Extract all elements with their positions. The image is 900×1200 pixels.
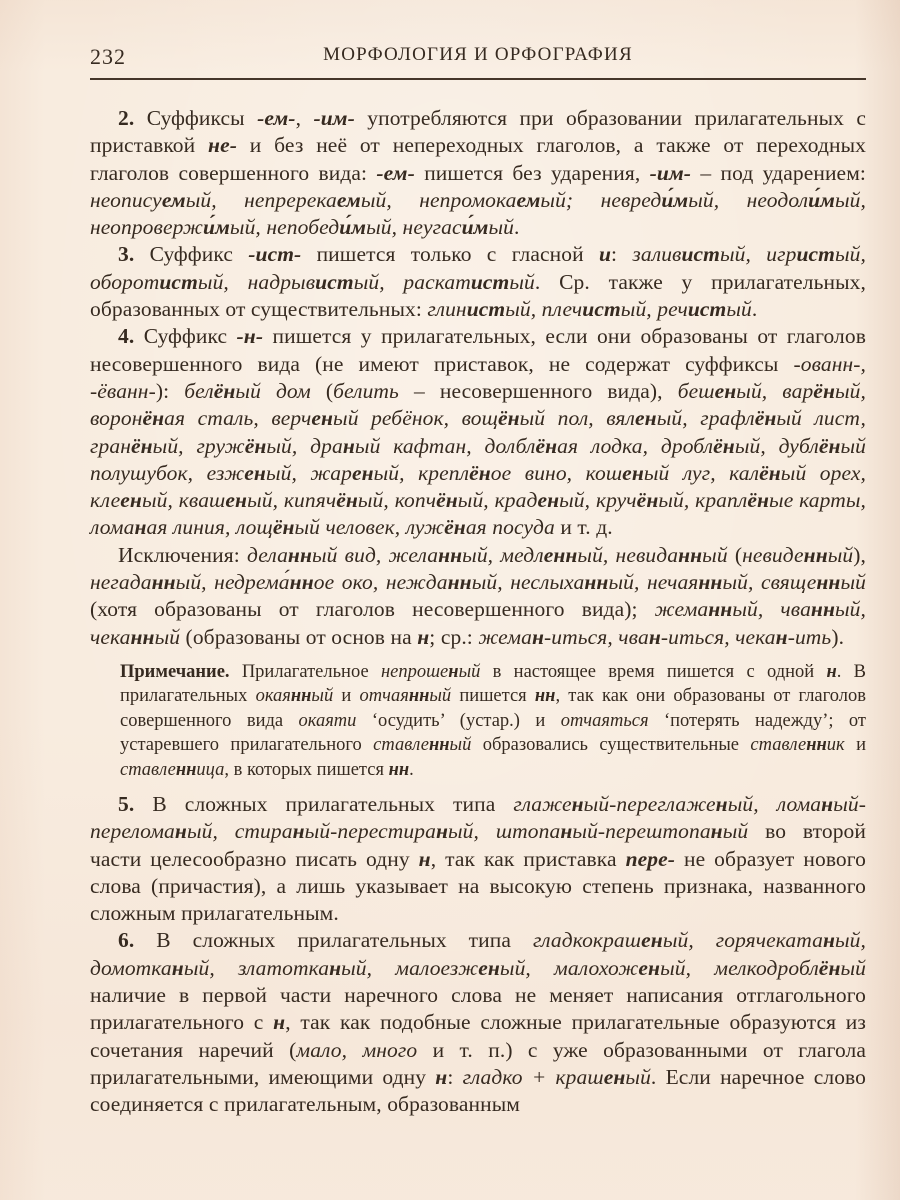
- text-run: .: [514, 215, 520, 240]
- text-run: ый, жар: [265, 460, 352, 485]
- text-run: Суффикс: [134, 324, 237, 349]
- text-run: н: [435, 819, 448, 844]
- page-title: МОРФОЛОГИЯ И ОРФОГРАФИЯ: [323, 44, 633, 65]
- text-run: ист: [687, 297, 727, 322]
- text-run: ён: [497, 406, 520, 431]
- text-run: ый, штопа: [448, 819, 561, 844]
- text-run: Исключения:: [118, 542, 247, 567]
- text-run: ый вид, жела: [312, 542, 439, 567]
- text-run: нн: [806, 735, 827, 756]
- text-run: ый-переглаже: [583, 791, 716, 816]
- text-run: нн: [151, 570, 176, 595]
- text-run: В сложных прилагательных типа: [134, 928, 533, 953]
- text-run: белить: [333, 378, 399, 403]
- text-run: ый, крапл: [658, 488, 748, 513]
- text-run: нн: [438, 542, 463, 567]
- text-run: ый, непререка: [185, 187, 337, 212]
- text-run: ый: [702, 542, 728, 567]
- text-run: ый полушубок, езж: [90, 433, 867, 485]
- text-run: . Ср. также у прилагательных, образованных от существительных:: [90, 269, 867, 322]
- text-run: дела: [246, 542, 288, 567]
- text-run: ен: [714, 378, 737, 403]
- text-run: нн: [447, 570, 472, 595]
- text-run: ):: [155, 378, 185, 403]
- text-run: и: [598, 242, 612, 267]
- text-run: -ем-: [376, 160, 415, 185]
- text-run: ый: [154, 624, 181, 649]
- text-run: ый, нечая: [608, 570, 699, 595]
- text-run: ён: [244, 433, 267, 458]
- text-run: невиде: [742, 542, 804, 567]
- text-run: ен: [622, 460, 644, 485]
- text-run: гладко + краш: [462, 1064, 604, 1089]
- text-run: . В прилагательных: [120, 661, 867, 707]
- text-run: и т. д.: [554, 515, 613, 540]
- text-run: н: [826, 661, 837, 682]
- text-column: [90, 44, 866, 1119]
- text-run: ый, кваш: [141, 488, 226, 513]
- text-run: ая линия, лощ: [146, 515, 273, 540]
- text-run: и́м: [808, 187, 835, 212]
- text-run: жема: [654, 597, 709, 622]
- text-run: ый лист, гран: [90, 406, 867, 458]
- text-run: глин: [427, 297, 467, 322]
- text-run: ый, неслыха: [471, 570, 585, 595]
- text-run: ён: [469, 460, 491, 485]
- text-run: нн: [289, 570, 314, 595]
- text-run: не-: [208, 133, 237, 158]
- text-run: енн: [543, 542, 578, 567]
- text-run: ставле: [120, 759, 176, 780]
- text-run: ‘потерять надежду’; от устаревшего прилагательного: [120, 710, 866, 756]
- text-run: и́м: [203, 215, 230, 240]
- text-run: ое вино, кош: [490, 460, 623, 485]
- text-run: н: [174, 819, 187, 844]
- text-run: ён: [336, 488, 358, 513]
- text-run: (хотя образованы от глаголов несовершенного вида);: [90, 597, 655, 622]
- text-run: ый, раскат: [353, 269, 471, 294]
- text-run: ист: [159, 269, 198, 294]
- text-run: -иться, чека: [660, 624, 776, 649]
- text-run: ён: [754, 406, 777, 431]
- text-run: ён: [142, 406, 165, 431]
- text-run: -н-: [236, 324, 264, 349]
- text-run: ставле: [750, 735, 807, 756]
- text-run: ый: [840, 955, 866, 980]
- text-run: н: [821, 791, 834, 816]
- text-run: ый, неопроверж: [90, 187, 866, 240]
- text-run: и́м: [661, 187, 689, 212]
- text-run: , так как приставка: [430, 846, 626, 871]
- text-run: употребляются при образовании прилагательных с приставкой: [90, 106, 867, 158]
- text-run: ‘осудить’ (устар.) и: [356, 710, 561, 731]
- text-run: н: [560, 819, 573, 844]
- text-run: н: [775, 624, 788, 649]
- text-run: ый, круч: [559, 488, 637, 513]
- text-run: :: [447, 1064, 463, 1089]
- text-run: 5.: [118, 791, 135, 816]
- text-run: , в которых пишется: [224, 759, 389, 780]
- text-run: во второй части целесообразно писать одну: [90, 819, 866, 871]
- text-run: н: [710, 819, 723, 844]
- text-run: нн: [388, 759, 410, 780]
- text-run: ый, неугас: [366, 215, 462, 240]
- text-run: ён: [636, 488, 659, 513]
- text-run: (: [310, 378, 334, 403]
- text-run: н: [342, 433, 355, 458]
- text-run: ик: [826, 735, 845, 756]
- text-run: ый: [625, 1064, 651, 1089]
- text-run: ый; невред: [540, 187, 662, 212]
- text-run: ый, невида: [577, 542, 679, 567]
- text-run: ый-перестира: [304, 819, 436, 844]
- text-run: ён: [747, 488, 770, 513]
- text-run: н: [448, 661, 459, 682]
- text-run: ый: [840, 570, 866, 595]
- text-run: н: [292, 819, 305, 844]
- text-run: н: [171, 955, 184, 980]
- text-run: ист: [470, 269, 510, 294]
- text-run: ен: [478, 955, 500, 980]
- text-run: (образованы от основ на: [180, 624, 418, 649]
- text-run: ый: [722, 819, 749, 844]
- text-run: нн: [584, 570, 609, 595]
- text-run: ён: [759, 460, 781, 485]
- text-run: ый луг, кал: [643, 460, 760, 485]
- text-run: н: [531, 624, 544, 649]
- text-run: ),: [853, 542, 867, 567]
- text-run: ый: [509, 269, 535, 294]
- text-run: ый, надрыв: [197, 269, 316, 294]
- page-number: 232: [90, 44, 126, 69]
- text-run: н: [417, 624, 430, 649]
- text-run: . Если наречное слово соединяется с прилагательным, образованным: [90, 1064, 866, 1117]
- text-run: -ем-: [257, 106, 296, 130]
- text-run: ый, малохож: [499, 955, 639, 980]
- text-run: залив: [632, 242, 682, 267]
- text-run: ый, графл: [656, 406, 755, 431]
- text-run: ён: [130, 433, 153, 458]
- text-run: н: [648, 624, 661, 649]
- paragraph-6: [90, 791, 866, 927]
- text-run: ый кафтан, долбл: [354, 433, 536, 458]
- text-run: нн: [698, 570, 723, 595]
- text-run: глаже: [513, 791, 572, 816]
- text-run: (: [727, 542, 743, 567]
- text-run: ый: [311, 686, 334, 707]
- text-run: не образует нового слова (причастия), а лишь указывает на высокую степень признака, названного сложным прилагательным.: [90, 846, 867, 926]
- text-run: бел: [184, 378, 214, 403]
- text-run: нн: [708, 597, 733, 622]
- text-run: ый, непобед: [229, 215, 340, 240]
- text-run: ый: [726, 297, 752, 322]
- text-run: ен: [635, 406, 657, 431]
- text-run: н: [273, 1010, 286, 1035]
- text-run: ен: [244, 460, 266, 485]
- text-run: ый, непромока: [360, 187, 517, 212]
- text-run: ист: [466, 297, 506, 322]
- text-run: ен: [351, 460, 374, 485]
- text-run: ).: [831, 624, 845, 649]
- text-run: ен: [603, 1064, 626, 1089]
- paragraph-2: [90, 241, 866, 323]
- text-run: нн: [290, 686, 312, 707]
- text-run: ые карты, лома: [90, 488, 866, 540]
- text-run: ён: [272, 515, 295, 540]
- text-run: ый, крепл: [373, 460, 470, 485]
- text-run: ый: [449, 735, 472, 756]
- text-run: ый орех, кле: [90, 460, 866, 513]
- text-run: – несовершенного вида),: [398, 378, 678, 403]
- text-run: -ист-: [248, 242, 302, 267]
- text-run: ый, дубл: [734, 433, 819, 458]
- text-run: ый: [488, 215, 514, 240]
- text-run: – под ударением:: [691, 160, 866, 185]
- text-run: 2.: [118, 106, 135, 130]
- text-run: Суффиксы: [134, 106, 258, 130]
- paragraph-1: [90, 105, 866, 241]
- text-run: ый: [827, 542, 854, 567]
- text-run: и: [333, 686, 360, 707]
- text-run: ,: [295, 106, 314, 130]
- text-run: ый, ворон: [90, 378, 866, 431]
- text-run: -иться, чва: [544, 624, 649, 649]
- text-run: ая сталь, верч: [164, 406, 312, 431]
- text-run: ое око, нежда: [313, 570, 448, 595]
- text-run: Суффикс: [134, 242, 249, 267]
- text-run: ый, неодол: [688, 187, 809, 212]
- text-run: ен: [641, 928, 663, 953]
- text-run: ый, лома: [727, 791, 822, 816]
- text-run: негада: [90, 570, 152, 595]
- text-run: , так как они образованы от глаголов совершенного вида: [120, 686, 866, 731]
- text-run: ый, чва: [732, 597, 811, 622]
- text-run: .: [751, 297, 758, 322]
- text-run: и́м: [339, 215, 367, 240]
- text-run: неопису: [90, 187, 162, 212]
- text-run: и т. п.) с уже образованными от глагола прилагательными, имеющими одну: [90, 1037, 866, 1089]
- text-run: ый-перештопа: [572, 819, 711, 844]
- text-run: нн: [678, 542, 703, 567]
- content: [90, 105, 866, 1119]
- text-run: .: [409, 759, 414, 780]
- text-run: ён: [818, 433, 841, 458]
- text-run: н: [822, 928, 835, 953]
- text-run: ица: [196, 759, 225, 780]
- text-run: ён: [813, 378, 835, 403]
- note-block: [120, 660, 866, 782]
- running-header: [90, 44, 866, 80]
- text-run: ый, груж: [152, 433, 245, 458]
- text-run: ем: [336, 187, 361, 212]
- text-run: ен: [638, 955, 661, 980]
- text-run: ый, реч: [620, 297, 688, 322]
- text-run: ый, крад: [457, 488, 538, 513]
- text-run: окаяти: [298, 710, 357, 731]
- text-run: ен: [311, 406, 334, 431]
- text-run: н: [418, 846, 431, 871]
- text-run: ый, плеч: [505, 297, 583, 322]
- paragraph-4: [90, 542, 866, 651]
- text-run: ист: [796, 242, 835, 267]
- text-run: пишется: [451, 686, 535, 707]
- text-run: гладкокраш: [532, 928, 642, 953]
- text-run: нн: [130, 624, 155, 649]
- text-run: ый, горячеката: [662, 928, 823, 953]
- text-run: ый, златотка: [183, 955, 330, 980]
- text-run: н: [715, 791, 728, 816]
- text-run: беш: [677, 378, 715, 403]
- text-run: жема: [478, 624, 532, 649]
- text-run: -ованн-, -ёванн-: [90, 351, 866, 403]
- text-run: ён: [535, 433, 558, 458]
- text-run: и: [844, 735, 866, 756]
- text-run: нн: [175, 759, 197, 780]
- paragraph-3: [90, 323, 866, 541]
- text-run: ый, медл: [462, 542, 544, 567]
- text-run: н: [435, 1064, 448, 1089]
- text-run: 4.: [118, 324, 135, 349]
- text-run: ый-перелома: [90, 791, 866, 844]
- text-run: ый, дра: [266, 433, 343, 458]
- text-run: ем: [516, 187, 541, 212]
- text-run: 3.: [118, 242, 135, 267]
- text-run: -ить: [787, 624, 832, 649]
- text-run: пишется без ударения,: [414, 160, 650, 185]
- paragraph-7: [90, 927, 866, 1118]
- text-run: нн: [803, 542, 828, 567]
- text-run: ен: [120, 488, 142, 513]
- text-run: ён: [436, 488, 458, 513]
- text-run: ён: [444, 515, 466, 540]
- text-run: , так как подобные сложные прилагательные образуются из сочетания наречий (: [90, 1010, 866, 1062]
- text-run: ый ребёнок, вощ: [333, 406, 498, 431]
- text-run: пишется у прилагательных, если они образованы от глаголов несовершенного вида (не имеют приставок, не содержат суффиксы: [90, 324, 866, 376]
- text-run: -им-: [313, 106, 355, 130]
- text-run: ставле: [373, 735, 429, 756]
- text-run: образовались существительные: [471, 735, 751, 756]
- text-run: ый, вар: [736, 378, 814, 403]
- text-run: ый, свяще: [722, 570, 817, 595]
- text-run: ; ср.:: [429, 624, 479, 649]
- text-run: н: [134, 515, 147, 540]
- text-run: Прилагательное: [229, 661, 381, 682]
- text-run: ен: [225, 488, 248, 513]
- text-run: ист: [681, 242, 721, 267]
- text-run: ый, оборот: [90, 242, 866, 294]
- text-run: ый человек, луж: [294, 515, 445, 540]
- text-run: ён: [213, 378, 236, 403]
- text-run: ен: [537, 488, 560, 513]
- text-run: и без неё от непереходных глаголов, а также от переходных глаголов совершенного вида:: [90, 133, 866, 185]
- text-run: ый, домотка: [90, 928, 866, 980]
- text-run: 6.: [118, 928, 135, 953]
- text-run: ый, стира: [186, 819, 293, 844]
- text-run: ый, игр: [720, 242, 797, 267]
- text-run: ый, копч: [357, 488, 437, 513]
- text-run: наличие в первой части наречного слова не меняет написания отглагольного прилагательного с: [90, 983, 866, 1035]
- text-run: ый пол, вял: [519, 406, 636, 431]
- text-run: нн: [408, 686, 430, 707]
- text-run: ый, мелкодробл: [660, 955, 819, 980]
- text-run: ист: [315, 269, 354, 294]
- text-run: нн: [534, 686, 556, 707]
- text-run: ем: [161, 187, 186, 212]
- text-run: ая посуда: [465, 515, 555, 540]
- text-run: -им-: [649, 160, 692, 185]
- text-run: н: [329, 955, 342, 980]
- text-run: ый: [429, 686, 452, 707]
- text-run: ый, недрема́: [175, 570, 290, 595]
- text-run: ён: [818, 955, 841, 980]
- text-run: ый: [458, 661, 481, 682]
- text-run: нн: [429, 735, 450, 756]
- text-run: отчаяться: [560, 710, 649, 731]
- text-run: ист: [582, 297, 621, 322]
- text-run: :: [611, 242, 633, 267]
- text-run: мало, много: [296, 1037, 418, 1062]
- text-run: ён: [713, 433, 735, 458]
- text-run: пере-: [625, 846, 676, 871]
- text-run: и́м: [461, 215, 489, 240]
- text-run: ый дом: [235, 378, 311, 403]
- text-run: нн: [287, 542, 312, 567]
- text-run: В сложных прилагательных типа: [134, 791, 514, 816]
- text-run: Примечание.: [120, 661, 230, 682]
- text-run: пишется только с гласной: [301, 242, 599, 267]
- text-run: ый, малоезж: [341, 955, 479, 980]
- text-run: ый, чека: [90, 597, 866, 649]
- text-run: ая лодка, дробл: [557, 433, 714, 458]
- text-run: отчая: [359, 686, 409, 707]
- text-run: окая: [255, 686, 291, 707]
- text-run: нн: [816, 570, 841, 595]
- text-run: нн: [810, 597, 835, 622]
- text-run: в настоящее время пишется с одной: [480, 661, 827, 682]
- text-run: ый, кипяч: [247, 488, 337, 513]
- text-run: н: [571, 791, 584, 816]
- text-run: непроше: [380, 661, 449, 682]
